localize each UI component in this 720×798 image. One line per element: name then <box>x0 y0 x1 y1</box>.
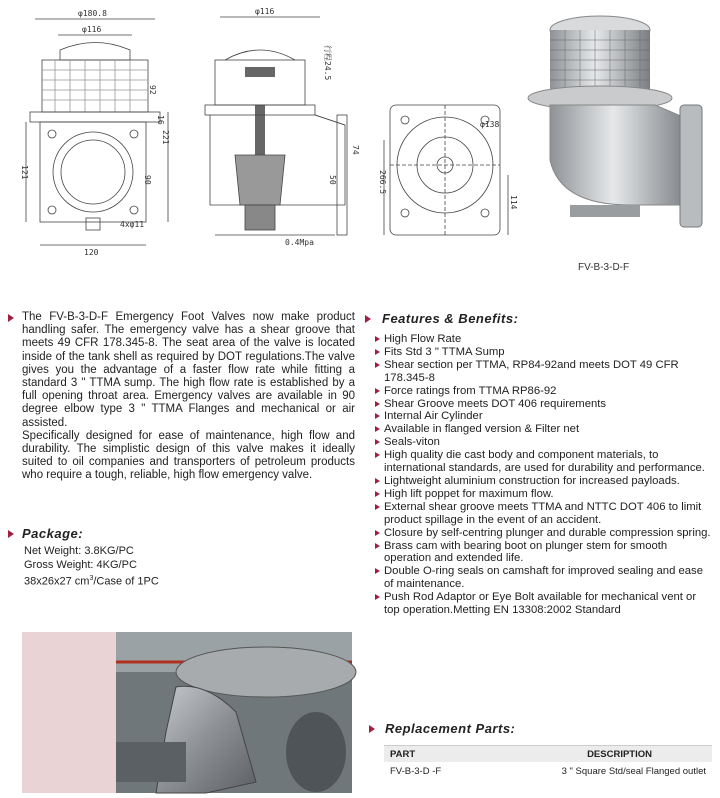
intro-text <box>22 311 355 483</box>
dim-section-3: 74 <box>351 145 360 155</box>
feature-item: Shear Groove meets DOT 406 requirements <box>374 398 714 411</box>
header-part: PART <box>384 746 478 763</box>
feature-item: Double O-ring seals on camshaft for improved sealing and ease of maintenance. <box>374 565 714 591</box>
dim-section-1: φ116 <box>255 7 275 16</box>
intro-paragraph-1: The FV-B-3-D-F Emergency Foot Valves now make product handling safer. The emergency valve has a shear groove that meets 49 CFR 178.345-8. The seat area of the valve is located inside of the tank shell as required by DOT regulations.The valve gives you the advantage of a faster flow rate while fitting a standard 3 " TTMA sump. The high flow rate is established by a full opening throat area. Emergency valves are available in 90 degree elbow type 3 " TTMA Flanges and mechanical or air assisted. <box>22 311 355 429</box>
product-photo <box>520 10 710 235</box>
dim-front-4: 16 <box>156 115 165 125</box>
dim-section-2: 行程24.5 <box>323 45 332 81</box>
dim-front-7: 90 <box>143 175 152 185</box>
feature-item: Lightweight aluminium construction for increased payloads. <box>374 475 714 488</box>
dim-section-4: 50 <box>328 175 337 185</box>
dim-front-8: 120 <box>84 248 99 257</box>
installation-photo <box>116 632 352 793</box>
features-title: Features & Benefits: <box>382 311 519 326</box>
dim-flange-1: φ138 <box>480 120 500 129</box>
dim-front-3: 92 <box>148 85 157 95</box>
net-weight: Net Weight: 3.8KG/PC <box>24 545 134 557</box>
dim-section-5: 0.4Mpa <box>285 238 314 247</box>
header-description: DESCRIPTION <box>478 746 712 763</box>
features-bullet-icon <box>365 315 371 323</box>
feature-item: Seals-viton <box>374 436 714 449</box>
feature-item: Fits Std 3 " TTMA Sump <box>374 346 714 359</box>
feature-item: External shear groove meets TTMA and NTTC DOT 406 to limit product spillage in the event of an accident. <box>374 501 714 527</box>
feature-item: Shear section per TTMA, RP84-92and meets DOT 49 CFR 178.345-8 <box>374 359 714 385</box>
feature-item: Closure by self-centring plunger and durable compression spring. <box>374 527 714 540</box>
dim-front-1: φ180.8 <box>78 9 107 18</box>
intro-paragraph-2: Specifically designed for ease of maintenance, high flow and durability. The simplistic design of this valve makes it ideally suited to oil companies and transporters of petroleum products who require a tough, reliable, high flow emergency valve. <box>22 429 355 482</box>
gross-weight: Gross Weight: 4KG/PC <box>24 558 137 571</box>
feature-item: Brass cam with bearing boot on plunger stem for smooth operation and extended life. <box>374 540 714 566</box>
feature-item: Internal Air Cylinder <box>374 410 714 423</box>
package-info <box>24 545 159 589</box>
package-title: Package: <box>22 526 84 541</box>
replacement-bullet-icon <box>369 725 375 733</box>
features-list <box>374 333 714 617</box>
replacement-parts-table <box>384 745 712 780</box>
feature-item: Force ratings from TTMA RP86-92 <box>374 385 714 398</box>
dim-front-2: φ116 <box>82 25 102 34</box>
dim-front-6: 121 <box>20 165 29 180</box>
intro-bullet-icon <box>8 314 14 322</box>
feature-item: High Flow Rate <box>374 333 714 346</box>
cell-part: FV-B-3-D -F <box>390 765 442 777</box>
photo-caption: FV-B-3-D-F <box>578 262 630 273</box>
dim-flange-3: 114 <box>509 195 518 210</box>
table-row <box>384 762 712 780</box>
feature-item: Available in flanged version & Filter net <box>374 423 714 436</box>
section-view-drawing <box>185 5 365 250</box>
dim-flange-2: 266.5 <box>378 170 387 195</box>
dim-front-5: 221 <box>161 130 170 145</box>
hole-note: 4xφ11 <box>120 220 145 229</box>
package-bullet-icon <box>8 530 14 538</box>
case-size: 38x26x27 $cm^3$/Case of 1PC <box>24 575 159 588</box>
pink-panel <box>22 632 116 793</box>
feature-item: Push Rod Adaptor or Eye Bolt available for mechanical vent or top operation.Metting EN 13308:2002 Standard <box>374 591 714 617</box>
flange-view-drawing <box>378 95 518 255</box>
front-view-drawing <box>20 5 170 260</box>
table-header-row <box>384 746 712 763</box>
cell-description: 3 " Square Std/seal Flanged outlet <box>561 765 706 777</box>
feature-item: High lift poppet for maximum flow. <box>374 488 714 501</box>
replacement-title: Replacement Parts: <box>385 721 516 736</box>
feature-item: High quality die cast body and component materials, to international standards, are used for durability and performance. <box>374 449 714 475</box>
